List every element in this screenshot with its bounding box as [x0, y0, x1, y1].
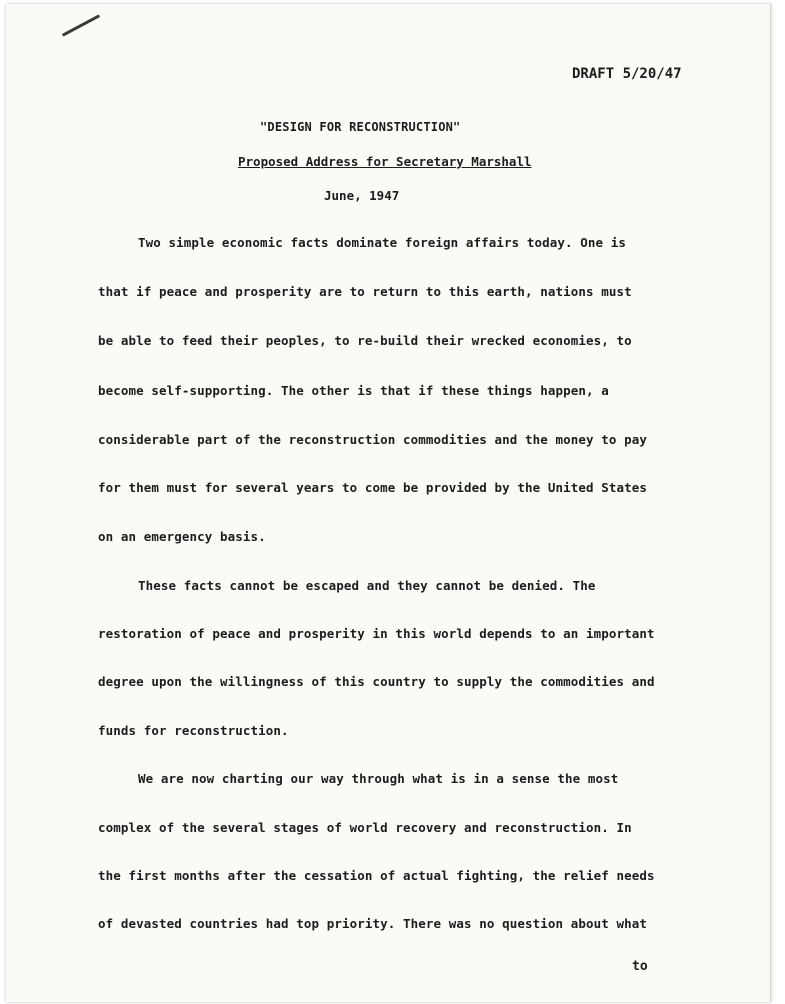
pen-mark [62, 14, 100, 36]
document-subtitle: Proposed Address for Secretary Marshall [238, 154, 532, 169]
body-line: for them must for several years to come be provided by the United States [98, 480, 648, 495]
body-line: considerable part of the reconstruction commodities and the money to pay [98, 432, 648, 447]
document-date: June, 1947 [324, 188, 400, 203]
document-title: "DESIGN FOR RECONSTRUCTION" [260, 120, 461, 134]
body-line: that if peace and prosperity are to return to this earth, nations must [98, 284, 632, 299]
document-page [6, 4, 771, 1002]
body-line: complex of the several stages of world recovery and reconstruction. In [98, 820, 632, 835]
body-line: Two simple economic facts dominate foreign affairs today. One is [138, 235, 627, 250]
body-line: on an emergency basis. [98, 529, 266, 544]
body-line: be able to feed their peoples, to re-build their wrecked economies, to [98, 333, 632, 348]
body-line: We are now charting our way through what is in a sense the most [138, 771, 619, 786]
body-line: funds for reconstruction. [98, 723, 289, 738]
body-line: of devasted countries had top priority. There was no question about what [98, 916, 648, 931]
page-catchword: to [632, 959, 648, 974]
body-line: restoration of peace and prosperity in this world depends to an important [98, 626, 655, 641]
body-line: become self-supporting. The other is that if these things happen, a [98, 383, 609, 398]
draft-date-mark: DRAFT 5/20/47 [572, 66, 682, 82]
body-line: degree upon the willingness of this country to supply the commodities and [98, 674, 655, 689]
body-line: These facts cannot be escaped and they cannot be denied. The [138, 578, 596, 593]
body-line: the first months after the cessation of actual fighting, the relief needs [98, 868, 655, 883]
